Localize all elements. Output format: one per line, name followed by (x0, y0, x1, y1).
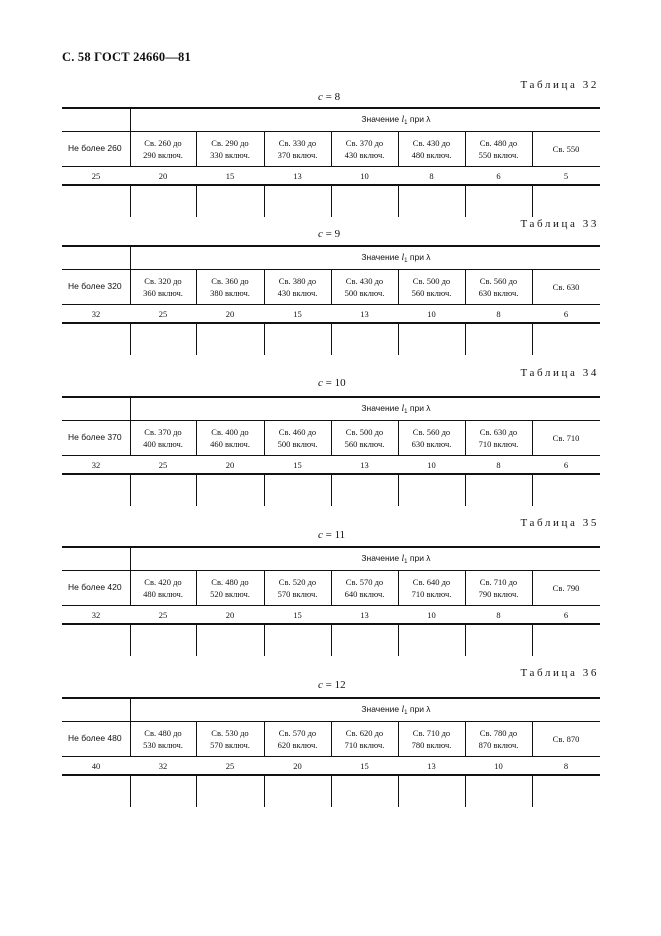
range-line-1: Св. 620 до (345, 727, 384, 738)
column-divider (196, 774, 197, 807)
range-line-2: 520 включ. (210, 588, 250, 599)
header-subscript: 1 (404, 409, 408, 415)
data-table (62, 697, 600, 807)
range-line-1: Св. 790 (552, 582, 580, 593)
range-line-2: 570 включ. (210, 739, 250, 750)
column-divider (264, 473, 265, 506)
range-line-1: Св. 480 до (211, 576, 249, 587)
value-cell: 20 (158, 171, 168, 181)
range-line-2: 630 включ. (478, 287, 519, 298)
header-variable: l (401, 404, 405, 414)
column-divider (130, 473, 131, 506)
value-cell: 32 (91, 460, 101, 470)
table-label: Таблица 33 (520, 218, 599, 230)
header-variable: l (401, 705, 405, 715)
data-table (62, 396, 600, 506)
value-cell: 32 (91, 309, 101, 319)
range-line-1: Св. 550 (552, 143, 580, 154)
range-line-1: Св. 260 до (144, 137, 182, 148)
c-variable: c (318, 529, 323, 541)
range-cell (465, 721, 532, 756)
table-c-parameter (318, 228, 340, 240)
header-variable: l (401, 554, 405, 564)
range-line-1: Св. 420 до (144, 576, 182, 587)
value-cell: 15 (293, 610, 302, 620)
column-group-header (192, 553, 600, 565)
range-line-1: Св. 630 (552, 281, 580, 292)
header-variable: l (401, 115, 405, 125)
range-cell (465, 420, 532, 455)
range-line-2: 430 включ. (344, 149, 385, 160)
c-value: = 9 (322, 228, 341, 240)
range-line-1: Св. 480 до (144, 727, 182, 738)
table-c-parameter (318, 529, 345, 541)
column-divider (465, 322, 466, 355)
c-value: = 11 (322, 529, 346, 541)
value-cell: 13 (360, 610, 369, 620)
table-c-parameter (318, 91, 340, 103)
range-line-2: 430 включ. (277, 287, 318, 298)
range-cell (532, 269, 600, 304)
range-cell (196, 420, 264, 455)
range-line-2: 710 включ. (411, 588, 452, 599)
range-line-2: 630 включ. (411, 438, 452, 449)
range-cell (196, 131, 264, 166)
range-cell (331, 420, 398, 455)
c-value: = 8 (322, 91, 341, 103)
table-rule (62, 697, 600, 699)
c-value: = 12 (322, 679, 346, 691)
value-cell: 8 (563, 761, 569, 771)
range-line-2: 290 включ. (143, 149, 183, 160)
range-line-2: 780 включ. (411, 739, 452, 750)
first-column-label: Не более 260 (68, 143, 122, 153)
value-cell: 6 (563, 460, 569, 470)
value-cell: 25 (158, 309, 168, 319)
value-cell: 8 (496, 460, 501, 470)
column-divider (130, 623, 131, 656)
value-cell: 10 (427, 460, 436, 470)
c-variable: c (318, 228, 323, 240)
table-rule (62, 304, 600, 305)
range-line-1: Св. 570 до (278, 727, 317, 738)
table-label: Таблица 32 (520, 79, 599, 91)
range-line-2: 480 включ. (411, 149, 452, 160)
column-divider (264, 774, 265, 807)
range-line-1: Св. 320 до (144, 275, 182, 286)
c-variable: c (318, 91, 323, 103)
column-divider (532, 774, 533, 807)
column-divider (196, 473, 197, 506)
header-prefix: Значение (361, 252, 400, 262)
value-cell: 10 (427, 309, 436, 319)
value-cell: 8 (429, 171, 434, 181)
range-line-2: 400 включ. (143, 438, 183, 449)
range-cell (331, 721, 398, 756)
range-cell (331, 131, 398, 166)
column-divider (465, 184, 466, 217)
range-cell (532, 131, 600, 166)
column-divider (264, 322, 265, 355)
range-line-1: Св. 500 до (345, 426, 384, 437)
table-rule (62, 396, 600, 398)
range-line-2: 560 включ. (344, 438, 385, 449)
column-divider (398, 473, 399, 506)
range-cell (465, 570, 532, 605)
range-line-2: 380 включ. (210, 287, 250, 298)
column-divider (331, 322, 332, 355)
value-cell: 8 (496, 309, 501, 319)
range-line-1: Св. 530 до (211, 727, 249, 738)
range-line-1: Св. 370 до (345, 137, 384, 148)
data-table (62, 546, 600, 656)
table-rule (62, 546, 600, 548)
table-rule (62, 605, 600, 606)
range-line-1: Св. 370 до (144, 426, 182, 437)
header-prefix: Значение (361, 553, 400, 563)
value-cell: 25 (158, 610, 168, 620)
header-prefix: Значение (361, 403, 400, 413)
value-cell: 20 (293, 761, 302, 771)
range-cell (398, 131, 465, 166)
header-subscript: 1 (404, 559, 408, 565)
range-line-1: Св. 560 до (412, 426, 451, 437)
range-line-1: Св. 710 до (479, 576, 518, 587)
range-line-1: Св. 710 (552, 432, 580, 443)
range-line-1: Св. 360 до (211, 275, 249, 286)
first-column-label: Не более 370 (68, 432, 122, 442)
value-cell: 10 (360, 171, 369, 181)
range-line-2: 360 включ. (143, 287, 183, 298)
range-line-1: Св. 560 до (479, 275, 518, 286)
value-cell: 32 (158, 761, 168, 771)
header-subscript: 1 (404, 120, 408, 126)
range-cell (532, 721, 600, 756)
column-divider (130, 184, 131, 217)
column-divider (398, 322, 399, 355)
column-divider (532, 322, 533, 355)
range-cell (196, 721, 264, 756)
table-rule (62, 245, 600, 247)
range-line-1: Св. 400 до (211, 426, 249, 437)
range-cell (398, 570, 465, 605)
table-rule (62, 107, 600, 109)
column-divider (331, 774, 332, 807)
range-cell (465, 131, 532, 166)
column-divider (398, 184, 399, 217)
column-divider (331, 184, 332, 217)
range-cell (398, 420, 465, 455)
first-column-label: Не более 320 (68, 281, 122, 291)
value-cell: 10 (427, 610, 436, 620)
value-cell: 10 (494, 761, 503, 771)
range-line-2: 530 включ. (143, 739, 183, 750)
column-group-header (192, 252, 600, 264)
range-line-2: 710 включ. (344, 739, 385, 750)
range-line-1: Св. 710 до (412, 727, 451, 738)
range-cell (130, 269, 196, 304)
column-group-header (192, 704, 600, 716)
range-line-2: 330 включ. (210, 149, 250, 160)
data-table (62, 107, 600, 217)
range-line-2: 570 включ. (277, 588, 318, 599)
range-line-1: Св. 500 до (412, 275, 451, 286)
table-label: Таблица 36 (520, 667, 599, 679)
range-cell (264, 131, 331, 166)
range-cell (130, 721, 196, 756)
header-suffix: при λ (409, 114, 431, 124)
range-cell (398, 269, 465, 304)
column-divider (532, 473, 533, 506)
range-line-2: 620 включ. (277, 739, 318, 750)
column-divider (331, 473, 332, 506)
range-cell (264, 721, 331, 756)
value-cell: 25 (225, 761, 235, 771)
column-divider (465, 774, 466, 807)
range-cell (264, 269, 331, 304)
range-cell (130, 131, 196, 166)
range-line-2: 870 включ. (478, 739, 519, 750)
range-line-1: Св. 430 до (345, 275, 384, 286)
range-line-1: Св. 640 до (412, 576, 451, 587)
header-subscript: 1 (404, 258, 408, 264)
table-rule (62, 455, 600, 456)
header-subscript: 1 (404, 710, 408, 716)
range-cell (532, 570, 600, 605)
header-suffix: при λ (409, 704, 431, 714)
table-label: Таблица 34 (520, 367, 599, 379)
column-divider (196, 322, 197, 355)
table-label: Таблица 35 (520, 517, 599, 529)
value-cell: 32 (91, 610, 101, 620)
range-line-2: 790 включ. (478, 588, 519, 599)
range-line-2: 560 включ. (411, 287, 452, 298)
header-variable: l (401, 253, 405, 263)
header-prefix: Значение (361, 114, 400, 124)
column-divider (331, 623, 332, 656)
header-suffix: при λ (409, 252, 431, 262)
value-cell: 6 (496, 171, 501, 181)
range-cell (264, 570, 331, 605)
range-line-2: 370 включ. (277, 149, 318, 160)
table-rule (62, 756, 600, 757)
column-divider (264, 184, 265, 217)
range-line-1: Св. 520 до (278, 576, 317, 587)
column-group-header (192, 403, 600, 415)
range-cell (130, 570, 196, 605)
range-line-2: 640 включ. (344, 588, 385, 599)
c-variable: c (318, 377, 323, 389)
value-cell: 15 (293, 309, 302, 319)
range-line-1: Св. 780 до (479, 727, 518, 738)
value-cell: 8 (496, 610, 501, 620)
value-cell: 13 (360, 460, 369, 470)
column-divider (196, 623, 197, 656)
range-line-2: 500 включ. (277, 438, 318, 449)
header-suffix: при λ (409, 403, 431, 413)
range-cell (532, 420, 600, 455)
value-cell: 6 (563, 610, 569, 620)
c-value: = 10 (322, 377, 346, 389)
range-line-2: 480 включ. (143, 588, 183, 599)
column-group-header (192, 114, 600, 126)
value-cell: 13 (293, 171, 302, 181)
header-suffix: при λ (409, 553, 431, 563)
page-header: С. 58 ГОСТ 24660—81 (62, 50, 191, 64)
range-line-1: Св. 330 до (278, 137, 317, 148)
range-line-2: 710 включ. (478, 438, 519, 449)
range-line-2: 550 включ. (478, 149, 519, 160)
range-cell (196, 570, 264, 605)
value-cell: 13 (360, 309, 369, 319)
value-cell: 6 (563, 309, 569, 319)
column-divider (398, 774, 399, 807)
column-divider (264, 623, 265, 656)
value-cell: 20 (225, 460, 235, 470)
range-cell (331, 269, 398, 304)
value-cell: 25 (91, 171, 101, 181)
data-table (62, 245, 600, 355)
column-divider (130, 774, 131, 807)
value-cell: 13 (427, 761, 436, 771)
range-line-1: Св. 380 до (278, 275, 317, 286)
range-line-1: Св. 570 до (345, 576, 384, 587)
column-divider (130, 322, 131, 355)
value-cell: 20 (225, 309, 235, 319)
range-cell (264, 420, 331, 455)
range-line-1: Св. 430 до (412, 137, 451, 148)
table-c-parameter (318, 679, 346, 691)
range-line-1: Св. 870 (552, 733, 580, 744)
value-cell: 40 (91, 761, 101, 771)
column-divider (532, 623, 533, 656)
range-cell (196, 269, 264, 304)
value-cell: 15 (225, 171, 235, 181)
range-line-1: Св. 480 до (479, 137, 518, 148)
value-cell: 25 (158, 460, 168, 470)
column-divider (398, 623, 399, 656)
c-variable: c (318, 679, 323, 691)
first-column-label: Не более 420 (68, 582, 122, 592)
range-line-1: Св. 460 до (278, 426, 317, 437)
range-line-1: Св. 630 до (479, 426, 518, 437)
range-cell (331, 570, 398, 605)
table-rule (62, 166, 600, 167)
value-cell: 5 (563, 171, 569, 181)
value-cell: 20 (225, 610, 235, 620)
range-line-2: 460 включ. (210, 438, 250, 449)
column-divider (465, 473, 466, 506)
range-line-1: Св. 290 до (211, 137, 249, 148)
column-divider (532, 184, 533, 217)
header-prefix: Значение (361, 704, 400, 714)
column-divider (465, 623, 466, 656)
value-cell: 15 (293, 460, 302, 470)
column-divider (196, 184, 197, 217)
range-cell (130, 420, 196, 455)
range-cell (398, 721, 465, 756)
table-c-parameter (318, 377, 346, 389)
range-cell (465, 269, 532, 304)
value-cell: 15 (360, 761, 369, 771)
range-line-2: 500 включ. (344, 287, 385, 298)
first-column-label: Не более 480 (68, 733, 122, 743)
